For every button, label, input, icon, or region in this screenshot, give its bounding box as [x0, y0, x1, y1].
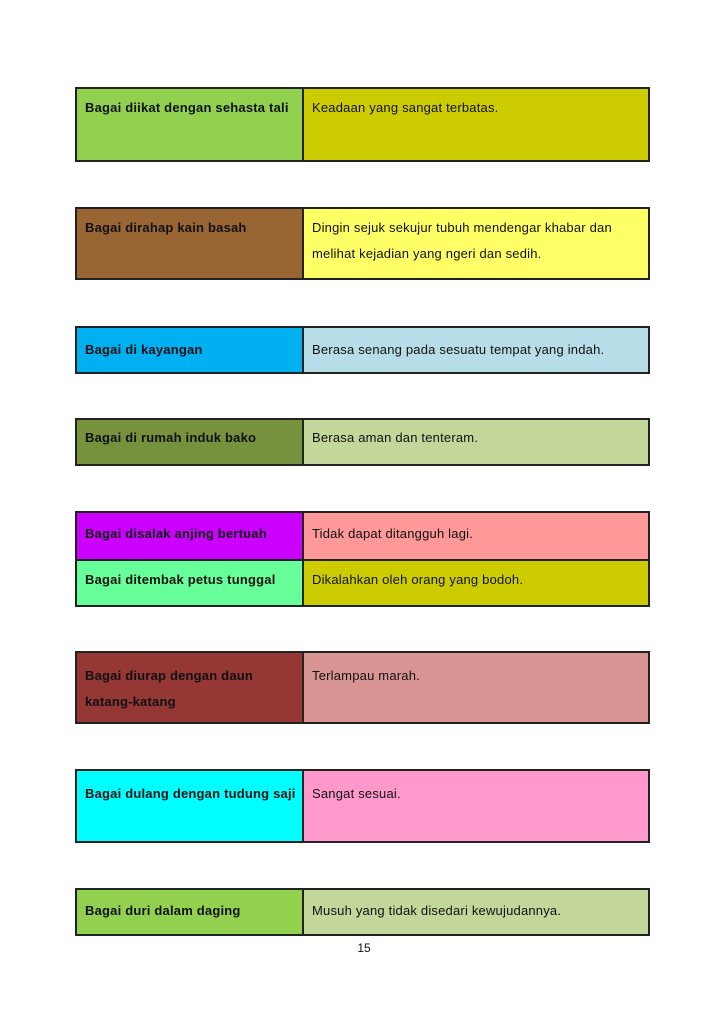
proverb-term: Bagai diikat dengan sehasta tali: [77, 89, 304, 160]
proverb-meaning: Sangat sesuai.: [304, 771, 648, 841]
proverb-row: [77, 89, 648, 160]
proverb-row: [77, 559, 648, 605]
proverb-row: [77, 328, 648, 372]
proverb-row: [77, 513, 648, 559]
proverb-table: [75, 418, 650, 466]
proverb-row: [77, 653, 648, 722]
proverb-term: Bagai dirahap kain basah: [77, 209, 304, 278]
proverb-row: [77, 890, 648, 934]
proverb-term: Bagai disalak anjing bertuah: [77, 513, 304, 559]
proverb-row: [77, 420, 648, 464]
proverb-term: Bagai di rumah induk bako: [77, 420, 304, 464]
proverb-table: [75, 87, 650, 162]
proverb-meaning: Musuh yang tidak disedari kewujudannya.: [304, 890, 648, 934]
proverb-meaning: Tidak dapat ditangguh lagi.: [304, 513, 648, 559]
proverb-table: [75, 651, 650, 724]
proverb-term: Bagai diurap dengan daun katang-katang: [77, 653, 304, 722]
proverb-table: [75, 326, 650, 374]
proverb-term: Bagai duri dalam daging: [77, 890, 304, 934]
proverb-term: Bagai dulang dengan tudung saji: [77, 771, 304, 841]
proverb-term: Bagai di kayangan: [77, 328, 304, 372]
proverb-meaning: Keadaan yang sangat terbatas.: [304, 89, 648, 160]
proverb-meaning: Berasa aman dan tenteram.: [304, 420, 648, 464]
proverb-meaning: Dikalahkan oleh orang yang bodoh.: [304, 561, 648, 605]
proverb-meaning: Berasa senang pada sesuatu tempat yang indah.: [304, 328, 648, 372]
proverb-table: [75, 888, 650, 936]
proverb-meaning: Dingin sejuk sekujur tubuh mendengar khabar dan melihat kejadian yang ngeri dan sedih.: [304, 209, 648, 278]
page-number: 15: [357, 941, 371, 955]
proverb-term: Bagai ditembak petus tunggal: [77, 561, 304, 605]
proverb-table: [75, 207, 650, 280]
proverb-table: [75, 769, 650, 843]
proverb-row: [77, 209, 648, 278]
proverb-row: [77, 771, 648, 841]
proverb-table: [75, 511, 650, 607]
proverb-meaning: Terlampau marah.: [304, 653, 648, 722]
